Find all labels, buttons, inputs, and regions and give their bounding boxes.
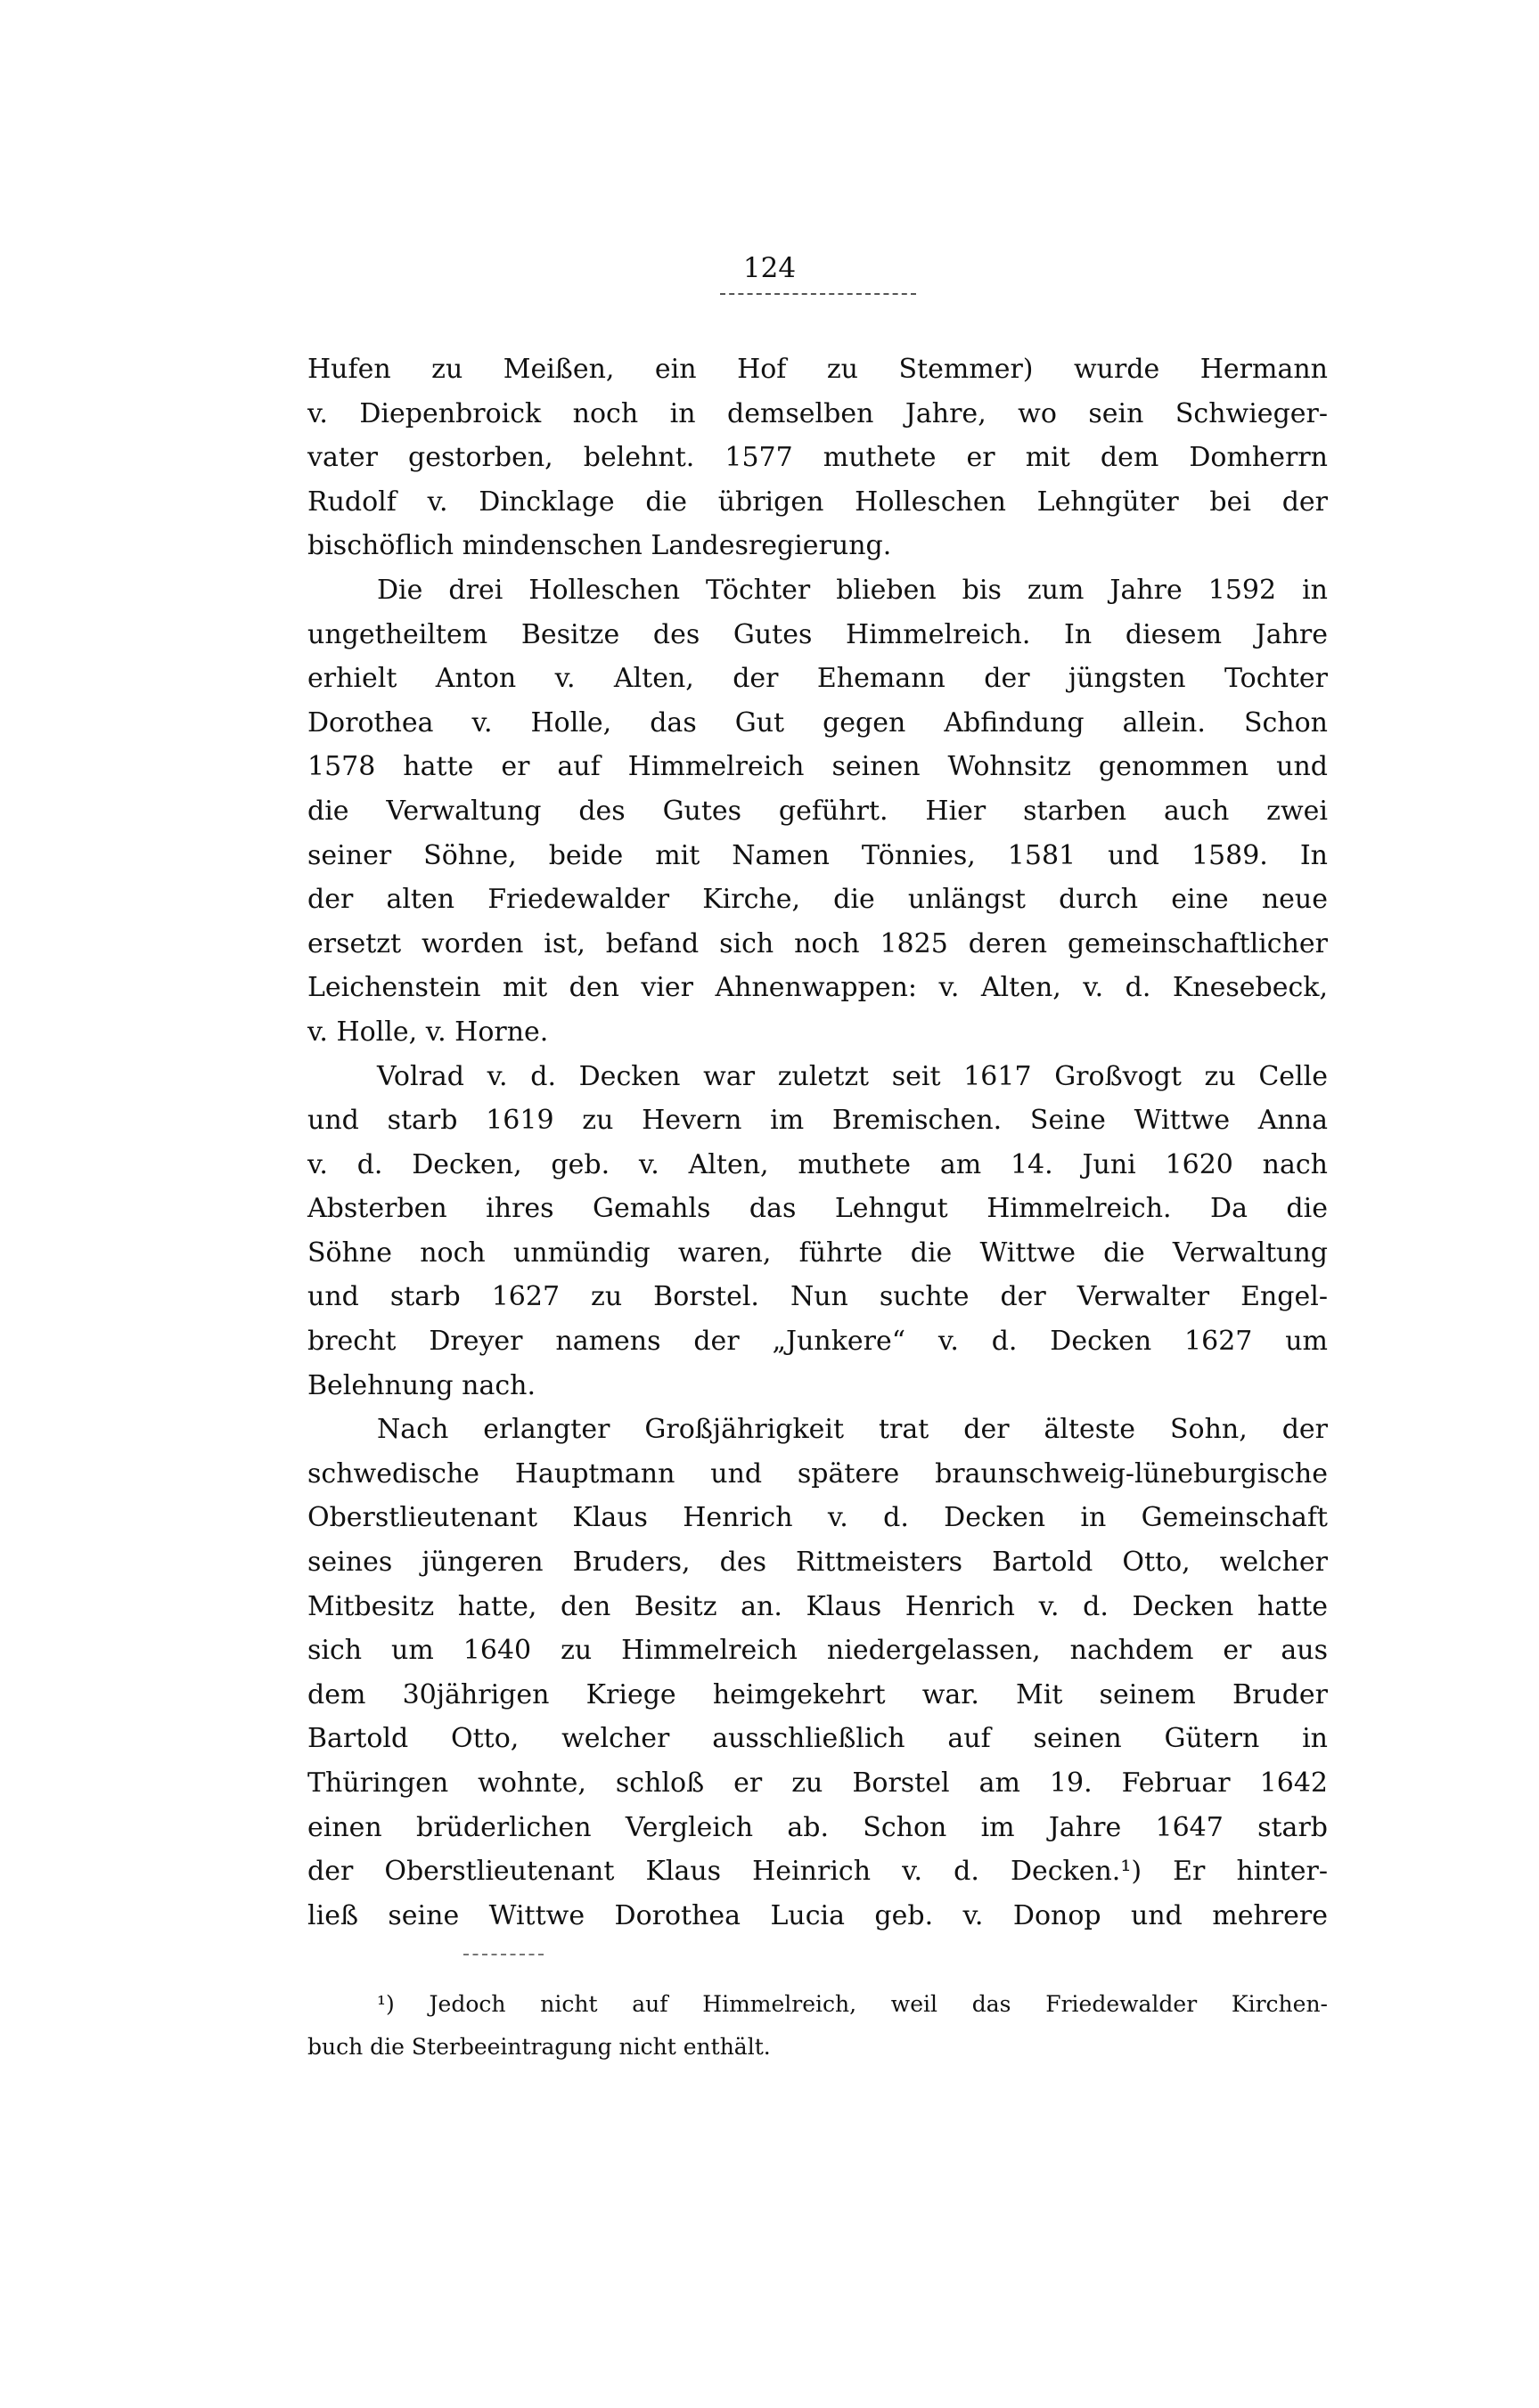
footnote-line: buch die Sterbeeintragung nicht enthält. [307, 2034, 771, 2060]
text-line: Nach erlangter Großjährigkeit trat der älteste Sohn, der [377, 1414, 1328, 1446]
text-line: und starb 1619 zu Hevern im Bremischen. Seine Wittwe Anna [307, 1105, 1328, 1137]
text-line: brecht Dreyer namens der „Junkere“ v. d. Decken 1627 um [307, 1326, 1328, 1358]
text-line: erhielt Anton v. Alten, der Ehemann der jüngsten Tochter [307, 663, 1328, 695]
page-number: 124 [742, 252, 797, 284]
text-line: ungetheiltem Besitze des Gutes Himmelreich. In diesem Jahre [307, 618, 1328, 650]
text-line: v. Diepenbroick noch in demselben Jahre, wo sein Schwieger- [307, 397, 1328, 429]
paragraph [307, 568, 1328, 1055]
text-line: Thüringen wohnte, schloß er zu Borstel am 19. Februar 1642 [307, 1767, 1328, 1799]
paragraph [307, 1055, 1328, 1408]
text-line: die Verwaltung des Gutes geführt. Hier starben auch zwei [307, 795, 1328, 827]
text-line: v. Holle, v. Horne. [307, 1016, 549, 1048]
footnote-line: ¹) Jedoch nicht auf Himmelreich, weil das Friedewalder Kirchen- [377, 1991, 1328, 2017]
text-line: seines jüngeren Bruders, des Rittmeisters Bartold Otto, welcher [307, 1547, 1328, 1579]
text-line: Leichenstein mit den vier Ahnenwappen: v. Alten, v. d. Knesebeck, [307, 972, 1328, 1004]
paragraph [307, 347, 1328, 568]
text-line: seiner Söhne, beide mit Namen Tönnies, 1581 und 1589. In [307, 839, 1328, 871]
text-line: Mitbesitz hatte, den Besitz an. Klaus Henrich v. d. Decken hatte [307, 1590, 1328, 1622]
text-line: Bartold Otto, welcher ausschließlich auf seinen Gütern in [307, 1723, 1328, 1755]
text-line: vater gestorben, belehnt. 1577 muthete er mit dem Domherrn [307, 442, 1328, 474]
text-line: ersetzt worden ist, befand sich noch 1825 deren gemeinschaftlicher [307, 927, 1328, 959]
text-line: Dorothea v. Holle, das Gut gegen Abfindung allein. Schon [307, 706, 1328, 739]
text-line: bischöflich mindenschen Landesregierung. [307, 530, 892, 562]
text-line: Hufen zu Meißen, ein Hof zu Stemmer) wurde Hermann [307, 354, 1328, 385]
text-line: Oberstlieutenant Klaus Henrich v. d. Decken in Gemeinschaft [307, 1502, 1328, 1534]
header-divider [720, 293, 916, 295]
text-line: 1578 hatte er auf Himmelreich seinen Wohnsitz genommen und [307, 751, 1328, 783]
text-line: ließ seine Wittwe Dorothea Lucia geb. v. Donop und mehrere [307, 1899, 1328, 1931]
text-line: dem 30jährigen Kriege heimgekehrt war. Mit seinem Bruder [307, 1678, 1328, 1710]
text-line: Volrad v. d. Decken war zuletzt seit 1617 Großvogt zu Celle [377, 1060, 1328, 1092]
paragraph [307, 1408, 1328, 1938]
text-line: v. d. Decken, geb. v. Alten, muthete am 14. Juni 1620 nach [307, 1148, 1328, 1180]
text-line: Absterben ihres Gemahls das Lehngut Himmelreich. Da die [307, 1193, 1328, 1225]
text-line: einen brüderlichen Vergleich ab. Schon im Jahre 1647 starb [307, 1811, 1328, 1843]
body-text [307, 347, 1328, 1938]
text-line: schwedische Hauptmann und spätere braunschweig-lüneburgische [307, 1457, 1328, 1490]
text-line: Belehnung nach. [307, 1369, 536, 1401]
footnote-divider [463, 1954, 544, 1955]
text-line: Rudolf v. Dincklage die übrigen Holleschen Lehngüter bei der [307, 486, 1328, 518]
text-line: Söhne noch unmündig waren, führte die Wittwe die Verwaltung [307, 1237, 1328, 1269]
text-line: sich um 1640 zu Himmelreich niedergelassen, nachdem er aus [307, 1635, 1328, 1667]
text-line: der alten Friedewalder Kirche, die unlängst durch eine neue [307, 884, 1328, 916]
text-line: und starb 1627 zu Borstel. Nun suchte der Verwalter Engel- [307, 1281, 1328, 1313]
footnote [307, 1983, 1328, 2069]
text-line: Die drei Holleschen Töchter blieben bis zum Jahre 1592 in [377, 574, 1328, 606]
text-line: der Oberstlieutenant Klaus Heinrich v. d. Decken.¹) Er hinter- [307, 1856, 1328, 1888]
